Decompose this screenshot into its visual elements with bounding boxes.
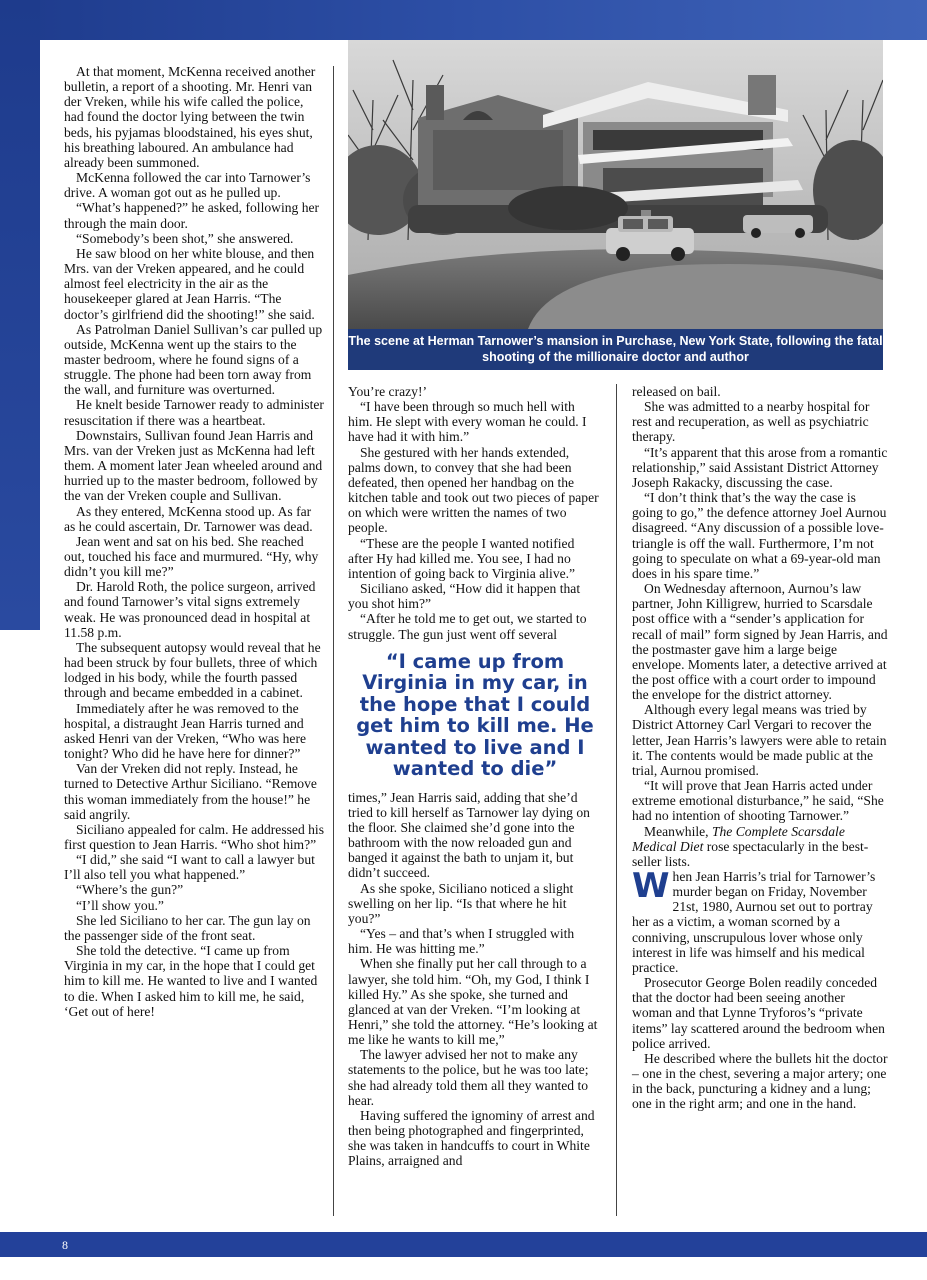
- photo-caption: The scene at Herman Tarnower’s mansion in Purchase, New York State, following the fatal shooting of the millionaire doctor and author: [348, 329, 883, 370]
- paragraph: Jean went and sat on his bed. She reached out, touched his face and murmured. “Hy, why didn’t you kill me?”: [64, 533, 319, 580]
- paragraph: Although every legal means was tried by District Attorney Carl Vergari to recover the letter, Jean Harris’s lawyers were able to retain it. The contents would be made public at the trial, Aurnou promised.: [632, 702, 887, 778]
- paragraph: Dr. Harold Roth, the police surgeon, arrived and found Tarnower’s vital signs extremely weak. He was pronounced dead in hospital at 11.58 p.m.: [64, 579, 316, 640]
- paragraph: On Wednesday afternoon, Aurnou’s law partner, John Killigrew, hurried to Scarsdale post office with a “sender’s application for recall of mail” form signed by Jean Harris, and the postmaster gave him a large beige envelope. Moments later, a detective arrived at the post office with a court order to impound the envelope for the district attorney.: [632, 581, 888, 703]
- drop-cap: W: [632, 866, 670, 906]
- paragraph: times,” Jean Harris said, adding that she’d tried to kill herself as Tarnower lay dying on the floor. She claimed she’d gone into the bathroom with the now reloaded gun and banged it against the bath to unjam it, but didn’t succeed.: [348, 789, 590, 881]
- paragraph: Siciliano appealed for calm. He addressed his first question to Jean Harris. “Who shot him?”: [64, 821, 324, 852]
- column-rule: [333, 66, 334, 1216]
- column-rule: [616, 384, 617, 1216]
- mansion-photo: [348, 40, 883, 370]
- paragraph: “Where’s the gun?”: [76, 882, 184, 898]
- section-opening-paragraph: [632, 866, 888, 975]
- text: Meanwhile,: [644, 823, 712, 839]
- paragraph: She gestured with her hands extended, palms down, to convey that she had been defeated, then opened her handbag on the kitchen table and took out two pieces of paper on which were written the names of two people.: [348, 444, 599, 536]
- mansion-photo-illustration: [348, 40, 883, 329]
- top-color-band: [0, 0, 927, 40]
- paragraph: She was admitted to a nearby hospital for rest and recuperation, as well as psychiatric therapy.: [632, 399, 870, 445]
- paragraph: As they entered, McKenna stood up. As far as he could ascertain, Dr. Tarnower was dead.: [64, 503, 313, 534]
- paragraph: Having suffered the ignominy of arrest and then being photographed and fingerprinted, she was taken in handcuffs to court in White Plains, arraigned and: [348, 1107, 595, 1169]
- paragraph: “I’ll show you.”: [76, 897, 164, 913]
- paragraph: “After he told me to get out, we started to struggle. The gun just went off several: [348, 611, 587, 642]
- paragraph: He saw blood on her white blouse, and then Mrs. van der Vreken appeared, and he could almost feel electricity in the air as the housekeeper glared at Jean Harris. “The doctor’s girlfriend did the shooting!” she said.: [64, 245, 315, 322]
- paragraph: Immediately after he was removed to the hospital, a distraught Jean Harris turned and asked Henri van der Vreken, “Who was here tonight? Who did he have here for dinner?”: [64, 700, 307, 762]
- bottom-color-band: [0, 1232, 927, 1257]
- paragraph: Siciliano asked, “How did it happen that you shot him?”: [348, 581, 581, 612]
- pull-quote: “I came up from Virginia in my car, in the hope that I could get him to kill me. He wanted to live and I wanted to die”: [356, 649, 594, 781]
- article-column-3: [632, 384, 888, 1112]
- paragraph: “I did,” she said “I want to call a lawyer but I’ll also tell you what happened.”: [64, 852, 315, 883]
- paragraph: “It will prove that Jean Harris acted under extreme emotional disturbance,” he said, “She had no intention of shooting Tarnower.”: [632, 778, 884, 824]
- paragraph: The subsequent autopsy would reveal that he had been struck by four bullets, three of which lodged in his body, while the fourth passed through and became embedded in a cabinet.: [64, 639, 321, 701]
- paragraph: “I don’t think that’s the way the case is going to go,” the defence attorney Joel Aurnou disagreed. “Any discussion of a possible love-triangle is off the wall. Furthermore, I’m not going to speculate on what a 69-year-old man does in his spare time.”: [632, 490, 887, 581]
- paragraph: “What’s happened?” he asked, following her through the main door.: [64, 200, 320, 231]
- paragraph: Van der Vreken did not reply. Instead, he turned to Detective Arthur Siciliano. “Remove this woman immediately from the house!” he said angrily.: [64, 761, 317, 822]
- paragraph: “I have been through so much hell with him. He slept with every woman he could. I have had it with him.”: [348, 399, 587, 445]
- paragraph: When she finally put her call through to a lawyer, she told him. “Oh, my God, I think I killed Hy.” As she spoke, she turned and glanced at van der Vreken. “I’m looking at Henri,” she told the attorney. “He’s looking at me like he wants to kill me,”: [348, 956, 598, 1048]
- text: hen Jean Harris’s trial for Tarnower’s murder began on Friday, November 21st, 1980, Aurnou set out to portray her as a victim, a woman scorned by a conniving, unscrupulous lover whose only interest in life was himself and his medical practice.: [632, 869, 876, 975]
- paragraph: The lawyer advised her not to make any statements to the police, but he was too late; she had already told them all they wanted to hear.: [348, 1047, 589, 1108]
- paragraph: “It’s apparent that this arose from a romantic relationship,” said Assistant District Attorney Joseph Rakacky, discussing the case.: [632, 444, 888, 490]
- paragraph: Downstairs, Sullivan found Jean Harris and Mrs. van der Vreken just as McKenna had left them. A moment later Jean wheeled around and hurried up to the master bedroom, followed by the van der Vreken couple and Sullivan.: [64, 427, 323, 504]
- paragraph: McKenna followed the car into Tarnower’s drive. A woman got out as he pulled up.: [64, 170, 311, 201]
- text: rose spectacularly in the best-seller lists.: [632, 838, 869, 869]
- paragraph: “These are the people I wanted notified after Hy had killed me. You see, I had no intention of going back to Virginia alive.”: [348, 535, 576, 581]
- book-title: The Complete Scarsdale Medical Diet: [632, 823, 845, 854]
- paragraph: She led Siciliano to her car. The gun lay on the passenger side of the front seat.: [64, 912, 311, 943]
- paragraph: “Yes – and that’s when I struggled with him. He was hitting me.”: [348, 926, 575, 957]
- paragraph: released on bail.: [632, 384, 721, 399]
- paragraph: She told the detective. “I came up from Virginia in my car, in the hope that I could get him to kill me. He wanted to live and I wanted to die. When I asked him to kill me, he said, ‘Get out of here!: [64, 943, 318, 1019]
- paragraph: As she spoke, Siciliano noticed a slight swelling on her lip. “Is that where he hit you?”: [348, 880, 574, 926]
- paragraph: As Patrolman Daniel Sullivan’s car pulled up outside, McKenna went up the stairs to the master bedroom, where he found signs of a struggle. The phone had been torn away from the wall, and furniture was overturned.: [64, 321, 323, 398]
- left-color-band: [0, 0, 40, 630]
- paragraph: He knelt beside Tarnower ready to administer resuscitation if there was a heartbeat.: [64, 397, 324, 428]
- paragraph: He described where the bullets hit the doctor – one in the chest, severing a major artery; one in the back, puncturing a kidney and a lung; one in the right arm; and one in the hand.: [632, 1050, 888, 1112]
- page-number: 8: [62, 1238, 68, 1252]
- paragraph: “Somebody’s been shot,” she answered.: [76, 230, 294, 246]
- paragraph: You’re crazy!’: [348, 384, 428, 399]
- article-column-1: [64, 64, 324, 1019]
- paragraph-meanwhile: [632, 824, 888, 869]
- paragraph: Prosecutor George Bolen readily conceded that the doctor had been seeing another woman and that Lynne Tryforos’s “private items” lay scattered around the bedroom when police arrived.: [632, 975, 885, 1051]
- article-column-2: [348, 384, 602, 1169]
- paragraph: At that moment, McKenna received another bulletin, a report of a shooting. Mr. Henri van der Vreken, while his wife called the police, had found the doctor lying between the twin beds, his pyjamas bloodstained, his eyes shut, his breathing laboured. An ambulance had already been summoned.: [64, 64, 316, 170]
